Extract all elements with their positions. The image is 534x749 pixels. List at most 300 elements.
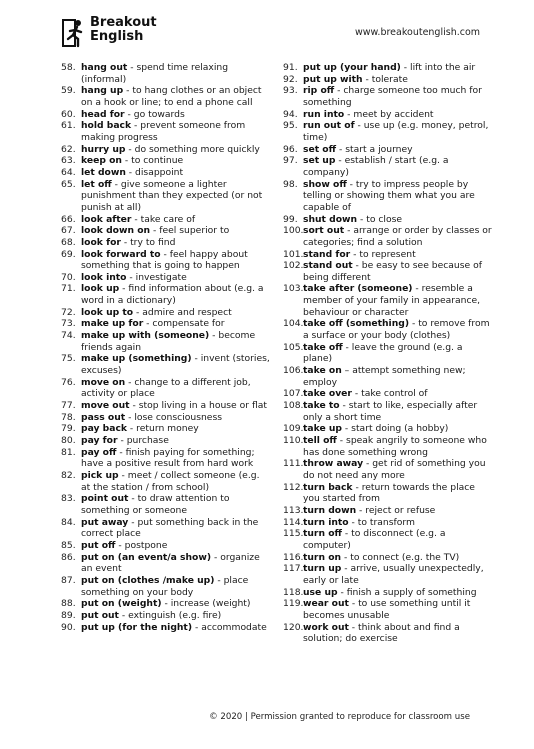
phrasal-verb: take after (someone)	[303, 283, 413, 295]
phrasal-verb-item	[283, 587, 493, 599]
item-number: 114.	[283, 516, 304, 528]
separator: -	[191, 353, 201, 365]
phrasal-verb-item	[283, 179, 493, 214]
separator: -	[125, 411, 135, 423]
phrasal-verb-item	[61, 470, 271, 493]
separator: -	[125, 143, 135, 155]
separator: -	[129, 400, 139, 412]
definition: do something more quickly	[134, 143, 260, 155]
definition: start to like, especially after only a short time	[303, 400, 478, 423]
item-number: 61.	[61, 120, 76, 132]
separator: -	[133, 306, 143, 318]
definition: purchase	[126, 435, 169, 446]
phrasal-verb: tell off	[303, 435, 337, 446]
item-number: 72.	[61, 306, 76, 318]
item-number: 89.	[61, 609, 76, 621]
item-number: 91.	[283, 62, 298, 73]
phrasal-verb: let off	[81, 178, 112, 190]
definition: to hang clothes or an object on a hook or line; to end a phone call	[81, 85, 262, 108]
separator: -	[341, 563, 351, 575]
item-number: 67.	[61, 225, 76, 237]
item-number: 81.	[61, 446, 76, 458]
definition: start a journey	[345, 143, 413, 155]
item-number: 83.	[61, 493, 76, 505]
separator: -	[131, 213, 141, 225]
item-number: 106.	[283, 365, 304, 377]
item-number: 60.	[61, 108, 76, 120]
logo-line-2: English	[90, 29, 144, 44]
definition: feel happy about something that is going to happen	[81, 248, 248, 272]
phrasal-verb: wear out	[303, 598, 349, 610]
phrasal-verb-item	[61, 377, 271, 400]
phrasal-verb-item	[61, 225, 271, 237]
item-number: 79.	[61, 423, 76, 435]
phrasal-verb: keep on	[81, 155, 122, 167]
phrasal-verb-item	[283, 482, 493, 505]
phrasal-verb: pay off	[81, 446, 117, 458]
phrasal-verb: look down on	[81, 225, 151, 237]
separator: -	[341, 551, 351, 563]
item-number: 101.	[283, 248, 304, 260]
item-number: 111.	[283, 458, 304, 470]
phrasal-verb-item	[283, 505, 493, 517]
item-number: 102.	[283, 260, 304, 272]
definition: to connect (e.g. the TV)	[350, 551, 460, 563]
phrasal-verb-item	[61, 283, 271, 306]
phrasal-verb: move out	[81, 400, 130, 412]
definition: organize an event	[81, 551, 260, 575]
phrasal-verb: look for	[81, 236, 121, 248]
definition: meet / collect someone (e.g. at the station / from school)	[81, 469, 260, 493]
phrasal-verb-item	[283, 400, 493, 423]
phrasal-verb-item	[61, 493, 271, 516]
item-number: 70.	[61, 271, 76, 283]
item-number: 69.	[61, 248, 76, 260]
definition: disappoint	[135, 166, 184, 178]
right-column	[283, 62, 493, 645]
item-number: 66.	[61, 213, 76, 225]
phrasal-verb: turn down	[303, 504, 357, 516]
definition: to use something until it becomes unusable	[303, 598, 471, 621]
definition: postpone	[124, 539, 168, 551]
definition: to represent	[359, 248, 416, 260]
item-number: 100.	[283, 225, 304, 237]
definition: to continue	[131, 155, 184, 167]
phrasal-verb-item	[61, 62, 271, 85]
phrasal-verb: let down	[81, 166, 126, 178]
definition: return towards the place you started from	[303, 481, 475, 505]
separator: -	[118, 609, 129, 621]
item-number: 75.	[61, 353, 76, 365]
phrasal-verb-item	[283, 365, 493, 388]
phrasal-verb: turn up	[303, 563, 342, 575]
item-number: 62.	[61, 143, 76, 155]
phrasal-verb-item	[283, 598, 493, 621]
item-number: 97.	[283, 155, 298, 167]
separator: -	[115, 539, 125, 551]
separator: -	[344, 225, 354, 237]
separator: -	[118, 469, 128, 481]
separator: -	[128, 516, 138, 528]
separator: -	[150, 225, 160, 237]
definition: finish paying for something; have a positive result from hard work	[81, 446, 255, 470]
phrasal-verb: look up to	[81, 306, 134, 318]
item-number: 96.	[283, 143, 298, 155]
phrasal-verb: turn into	[303, 516, 349, 528]
separator: -	[127, 423, 137, 435]
phrasal-verb-item	[283, 214, 493, 226]
phrasal-verb: show off	[303, 178, 347, 190]
phrasal-verb-item	[61, 318, 271, 330]
phrasal-verb: put up (for the night)	[81, 621, 193, 633]
phrasal-verb-item	[283, 423, 493, 435]
phrasal-verb-item	[61, 109, 271, 121]
item-number: 115.	[283, 528, 304, 540]
phrasal-verb-item	[61, 552, 271, 575]
separator: -	[127, 62, 137, 73]
definition: finish a supply of something	[346, 586, 477, 598]
phrasal-verb: make up with (someone)	[81, 330, 210, 342]
phrasal-verb: pay back	[81, 423, 128, 435]
phrasal-verb: head for	[81, 108, 125, 120]
separator: -	[348, 516, 358, 528]
definition: extinguish (e.g. fire)	[128, 609, 222, 621]
separator: -	[336, 435, 347, 446]
phrasal-verb-item	[61, 598, 271, 610]
item-number: 94.	[283, 108, 298, 120]
phrasal-verb-item	[61, 272, 271, 284]
item-number: 85.	[61, 539, 76, 551]
definition: arrive, usually unexpectedly, early or late	[303, 563, 484, 586]
separator: -	[341, 528, 352, 540]
definition: change to a different job, activity or place	[81, 376, 251, 400]
phrasal-verb: turn back	[303, 481, 353, 493]
phrasal-verb-item	[283, 62, 493, 74]
phrasal-verb: pass out	[81, 411, 126, 423]
separator: -	[342, 341, 352, 353]
logo-line-1: Breakout	[90, 15, 157, 30]
left-column	[61, 62, 271, 633]
phrasal-verb-item	[283, 120, 493, 143]
definition: get rid of something you do not need any more	[303, 458, 486, 481]
separator: -	[348, 598, 359, 610]
phrasal-verb-item	[283, 283, 493, 318]
phrasal-verb: use up	[303, 586, 338, 598]
phrasal-verb: put off	[81, 539, 116, 551]
phrasal-verb-item	[283, 563, 493, 586]
separator: -	[125, 376, 135, 388]
phrasal-verb: put up with	[303, 73, 363, 85]
phrasal-verb-item	[283, 318, 493, 341]
item-number: 120.	[283, 621, 304, 633]
phrasal-verb: set off	[303, 143, 337, 155]
definition: invent (stories, excuses)	[81, 353, 270, 377]
item-number: 119.	[283, 598, 304, 610]
item-number: 90.	[61, 621, 76, 633]
phrasal-verb-item	[61, 85, 271, 108]
separator: -	[351, 388, 362, 400]
phrasal-verb: pick up	[81, 469, 119, 481]
separator: -	[337, 586, 347, 598]
item-number: 73.	[61, 318, 76, 330]
separator: -	[143, 318, 153, 330]
phrasal-verb-item	[61, 155, 271, 167]
definition: place something on your body	[81, 574, 249, 598]
separator: -	[117, 435, 127, 446]
phrasal-verb: take to	[303, 400, 340, 412]
separator: -	[339, 400, 349, 412]
phrasal-verb-item	[61, 144, 271, 156]
separator: -	[111, 178, 121, 190]
item-number: 63.	[61, 155, 76, 167]
separator: -	[400, 62, 411, 73]
website-url: www.breakoutenglish.com	[355, 27, 481, 38]
definition: return money	[136, 423, 199, 435]
phrasal-verb-item	[61, 540, 271, 552]
phrasal-verb-item	[61, 423, 271, 435]
item-number: 71.	[61, 283, 76, 295]
phrasal-verb: put away	[81, 516, 129, 528]
phrasal-verb: hang up	[81, 85, 124, 97]
item-number: 118.	[283, 586, 304, 598]
phrasal-verb: point out	[81, 493, 129, 505]
definition: compensate for	[152, 318, 225, 330]
definition: feel superior to	[159, 225, 230, 237]
phrasal-verb-item	[61, 249, 271, 272]
definition: to close	[366, 213, 403, 225]
item-number: 87.	[61, 574, 76, 586]
separator: -	[342, 423, 352, 435]
separator: -	[334, 85, 344, 97]
separator: -	[363, 458, 373, 470]
definition: arrange or order by classes or categories; find a solution	[303, 225, 492, 248]
separator: -	[160, 248, 170, 260]
phrasal-verb-item	[283, 388, 493, 400]
definition: become friends again	[81, 330, 256, 353]
item-number: 88.	[61, 598, 76, 610]
separator: -	[209, 330, 219, 342]
separator: -	[116, 446, 126, 458]
phrasal-verb: take on	[303, 365, 342, 377]
phrasal-verb: hurry up	[81, 143, 126, 155]
separator: -	[120, 236, 131, 248]
phrasal-verb-item	[61, 307, 271, 319]
phrasal-verb: take over	[303, 388, 352, 400]
phrasal-verb: run into	[303, 108, 345, 120]
separator: -	[131, 120, 141, 132]
phrasal-verb: put up (your hand)	[303, 62, 401, 73]
phrasal-verb-item	[61, 622, 271, 634]
separator: -	[192, 621, 202, 633]
definition: be easy to see because of being different	[303, 260, 482, 283]
separator: -	[128, 493, 138, 505]
phrasal-verb-item	[283, 74, 493, 86]
definition: give someone a lighter punishment than they expected (or not punish at all)	[81, 178, 263, 213]
separator: -	[352, 260, 362, 272]
separator: -	[214, 574, 224, 586]
phrasal-verb-item	[283, 144, 493, 156]
item-number: 78.	[61, 411, 76, 423]
separator: -	[119, 283, 129, 295]
phrasal-verb-item	[61, 353, 271, 376]
item-number: 80.	[61, 435, 76, 446]
phrasal-verb-item	[61, 575, 271, 598]
separator: -	[124, 108, 134, 120]
phrasal-verb-item	[283, 622, 493, 645]
phrasal-verb-item	[61, 412, 271, 424]
separator: -	[357, 213, 367, 225]
phrasal-verb-item	[61, 120, 271, 143]
definition: to draw attention to something or someone	[81, 493, 230, 516]
separator: -	[409, 318, 419, 330]
phrasal-verb: make up for	[81, 318, 144, 330]
phrasal-verb-item	[283, 260, 493, 283]
phrasal-verb: shut down	[303, 213, 358, 225]
definition: to transform	[357, 516, 415, 528]
definition: to disconnect (e.g. a computer)	[303, 528, 446, 551]
phrasal-verb: stand for	[303, 248, 351, 260]
item-number: 105.	[283, 341, 304, 353]
phrasal-verb-item	[283, 249, 493, 261]
item-number: 103.	[283, 283, 304, 295]
running-man-icon	[62, 18, 86, 48]
separator: -	[121, 155, 132, 167]
phrasal-verb-item	[61, 214, 271, 226]
definition: tolerate	[371, 73, 408, 85]
definition: attempt something new; employ	[303, 365, 466, 388]
item-number: 116.	[283, 551, 304, 563]
phrasal-verb-item	[283, 155, 493, 178]
phrasal-verb-item	[61, 447, 271, 470]
phrasal-verb-item	[61, 167, 271, 179]
phrasal-verb-item	[283, 85, 493, 108]
definition: resemble a member of your family in appearance, behaviour or character	[303, 283, 481, 318]
item-number: 99.	[283, 213, 298, 225]
definition: spend time relaxing (informal)	[81, 62, 229, 85]
definition: put something back in the correct place	[81, 516, 259, 540]
item-number: 65.	[61, 178, 76, 190]
definition: lose consciousness	[134, 411, 223, 423]
definition: stop living in a house or flat	[138, 400, 267, 412]
definition: start doing (a hobby)	[351, 423, 449, 435]
definition: admire and respect	[142, 306, 232, 318]
definition: establish / start (e.g. a company)	[303, 155, 449, 178]
separator: -	[123, 85, 133, 97]
phrasal-verb: look after	[81, 213, 132, 225]
item-number: 98.	[283, 178, 298, 190]
phrasal-verb: put on (clothes /make up)	[81, 574, 215, 586]
breakout-english-logo	[62, 16, 182, 48]
separator: -	[412, 283, 422, 295]
phrasal-verb-item	[283, 225, 493, 248]
phrasal-verb-item	[61, 237, 271, 249]
separator: -	[352, 481, 362, 493]
page-header	[0, 0, 534, 55]
item-number: 93.	[283, 85, 298, 97]
phrasal-verb-item	[283, 109, 493, 121]
definition: take care of	[140, 213, 196, 225]
definition: find information about (e.g. a word in a dictionary)	[81, 283, 264, 307]
item-number: 58.	[61, 62, 76, 73]
separator: -	[348, 621, 359, 633]
phrasal-verb: set up	[303, 155, 336, 167]
phrasal-verb-item	[61, 400, 271, 412]
phrasal-verb: look into	[81, 271, 127, 283]
item-number: 117.	[283, 563, 304, 575]
item-number: 108.	[283, 400, 304, 412]
phrasal-verb: sort out	[303, 225, 345, 237]
phrasal-verb-item	[283, 435, 493, 458]
definition: use up (e.g. money, petrol, time)	[303, 120, 489, 143]
separator: -	[350, 248, 360, 260]
phrasal-verb: turn off	[303, 528, 342, 540]
item-number: 109.	[283, 423, 304, 435]
item-number: 113.	[283, 504, 304, 516]
phrasal-verb: turn on	[303, 551, 342, 563]
phrasal-verb: hang out	[81, 62, 128, 73]
definition: accommodate	[201, 621, 267, 633]
item-number: 64.	[61, 166, 76, 178]
phrasal-verb: stand out	[303, 260, 353, 272]
copyright-footer: © 2020 | Permission granted to reproduce for classroom use	[209, 712, 470, 722]
phrasal-verb-item	[283, 342, 493, 365]
separator: -	[211, 551, 221, 563]
phrasal-verb: take off (something)	[303, 318, 410, 330]
separator: -	[161, 598, 171, 610]
phrasal-verb-item	[61, 517, 271, 540]
definition: reject or refuse	[365, 504, 436, 516]
phrasal-verb: put on (weight)	[81, 598, 162, 610]
phrasal-verb: take up	[303, 423, 343, 435]
item-number: 104.	[283, 318, 304, 330]
item-number: 59.	[61, 85, 76, 97]
phrasal-verb: rip off	[303, 85, 335, 97]
item-number: 110.	[283, 435, 304, 446]
phrasal-verb-item	[283, 458, 493, 481]
separator: -	[356, 504, 366, 516]
definition: try to impress people by telling or showing them what you are capable of	[303, 178, 475, 213]
item-number: 107.	[283, 388, 304, 400]
definition: speak angrily to someone who has done something wrong	[303, 435, 487, 458]
separator: -	[354, 120, 364, 132]
phrasal-verb-item	[61, 610, 271, 622]
phrasal-verb-item	[283, 517, 493, 529]
definition: investigate	[135, 271, 187, 283]
phrasal-verb-item	[61, 330, 271, 353]
phrasal-verb-item	[61, 179, 271, 214]
definition: lift into the air	[410, 62, 476, 73]
item-number: 82.	[61, 469, 76, 481]
separator: -	[344, 108, 354, 120]
phrasal-verb: put out	[81, 609, 119, 621]
phrasal-verb-item	[283, 552, 493, 564]
logo-text	[90, 16, 157, 44]
definition: to remove from a surface or your body (clothes)	[303, 318, 490, 342]
item-number: 76.	[61, 376, 76, 388]
phrasal-verb: put on (an event/a show)	[81, 551, 212, 563]
definition: try to find	[130, 236, 176, 248]
item-number: 86.	[61, 551, 76, 563]
item-number: 77.	[61, 400, 76, 412]
separator: -	[125, 166, 136, 178]
item-number: 74.	[61, 330, 76, 342]
separator: -	[346, 178, 356, 190]
separator: -	[335, 155, 345, 167]
definition: leave the ground (e.g. a plane)	[303, 341, 463, 365]
phrasal-verb: work out	[303, 621, 349, 633]
item-number: 68.	[61, 236, 76, 248]
item-number: 92.	[283, 73, 298, 85]
